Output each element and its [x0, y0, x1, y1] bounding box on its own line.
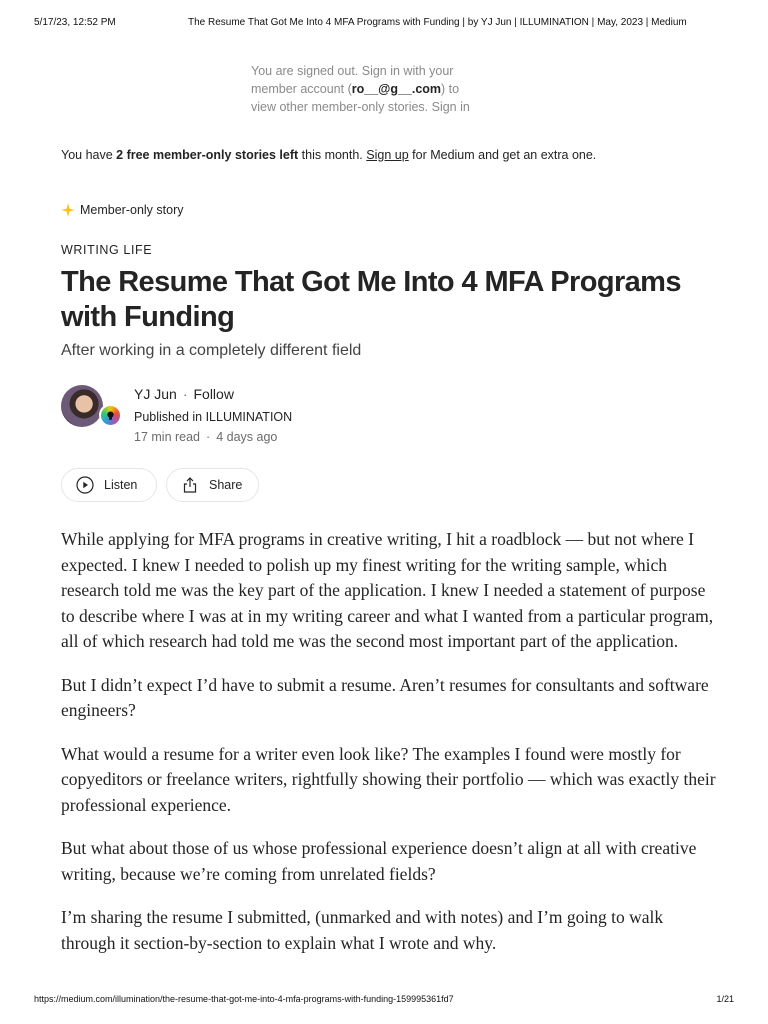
free-stories-middle: this month. [298, 148, 367, 162]
author-name[interactable]: YJ Jun [134, 386, 177, 402]
member-account: ro__@g__.com [351, 82, 442, 96]
body-paragraph: But what about those of us whose professional experience doesn’t align at all with creative writing, because we’re coming from unrelated fields? [61, 838, 697, 884]
publish-date: 4 days ago [216, 430, 278, 444]
free-stories-banner [61, 148, 596, 162]
free-stories-prefix: You have [61, 148, 117, 162]
print-doc-title: The Resume That Got Me Into 4 MFA Programs with Funding | by YJ Jun | ILLUMINATION | May, 2023 | Medium [188, 17, 687, 28]
body-paragraph: I’m sharing the resume I submitted, (unmarked and with notes) and I’m going to walk through it section-by-section to explain what I wrote and why. [61, 907, 664, 953]
meta-separator: · [206, 430, 211, 444]
free-stories-count: 2 free member-only stories left [116, 148, 299, 162]
listen-button[interactable] [61, 468, 157, 502]
story-headline: The Resume That Got Me Into 4 MFA Programs with Funding [61, 266, 681, 333]
print-page-number: 1/21 [716, 994, 734, 1004]
story-meta [134, 430, 277, 444]
print-footer [34, 994, 734, 1004]
follow-button[interactable]: Follow [193, 386, 234, 402]
lightbulb-icon [105, 410, 116, 421]
author-avatar[interactable] [61, 385, 103, 427]
publication-badge-inner [101, 406, 120, 425]
share-icon [181, 476, 199, 494]
free-stories-suffix: for Medium and get an extra one. [408, 148, 597, 162]
body-paragraph: While applying for MFA programs in creative writing, I hit a roadblock — but not where I expected. I knew I needed to polish up my finest writing for the writing sample, which research told me was the key part of the application. I knew I needed a statement of purpose to describe where I was at in my writing career and what I wanted from a particular program, all of which research had told me was the second most important part of the application. [61, 529, 714, 651]
signed-out-suffix[interactable]: ) to view other member-only stories. Sign in [251, 82, 470, 114]
story-body [61, 527, 721, 974]
publication-badge[interactable] [99, 404, 121, 426]
sparkle-icon [61, 203, 75, 217]
listen-label: Listen [104, 478, 138, 492]
share-button[interactable] [166, 468, 259, 502]
body-paragraph: What would a resume for a writer even look like? The examples I found were mostly for copyeditors or freelance writers, rightfully showing their portfolio — which was exactly their professional experience. [61, 743, 716, 815]
author-line [134, 386, 234, 402]
print-header [34, 17, 734, 28]
story-subtitle: After working in a completely different field [61, 342, 362, 359]
author-separator: · [182, 386, 188, 402]
signed-out-prefix: You are signed out. Sign in with your member account ( [251, 64, 454, 96]
print-date: 5/17/23, 12:52 PM [34, 17, 116, 28]
share-label: Share [209, 478, 243, 492]
published-prefix: Published in [134, 410, 206, 424]
body-paragraph: But I didn’t expect I’d have to submit a resume. Aren’t resumes for consultants and software engineers? [61, 674, 709, 720]
member-only-label [61, 203, 184, 217]
member-only-text: Member-only story [80, 203, 184, 217]
signed-out-notice [251, 62, 481, 116]
read-time: 17 min read [134, 430, 201, 444]
published-in [134, 410, 292, 424]
play-circle-icon [76, 476, 94, 494]
story-kicker[interactable]: WRITING LIFE [61, 243, 153, 257]
publication-link[interactable]: ILLUMINATION [205, 410, 293, 424]
print-url: https://medium.com/illumination/the-resume-that-got-me-into-4-mfa-programs-with-funding-159995361fd7 [34, 994, 454, 1004]
sign-up-link[interactable]: Sign up [366, 148, 409, 162]
